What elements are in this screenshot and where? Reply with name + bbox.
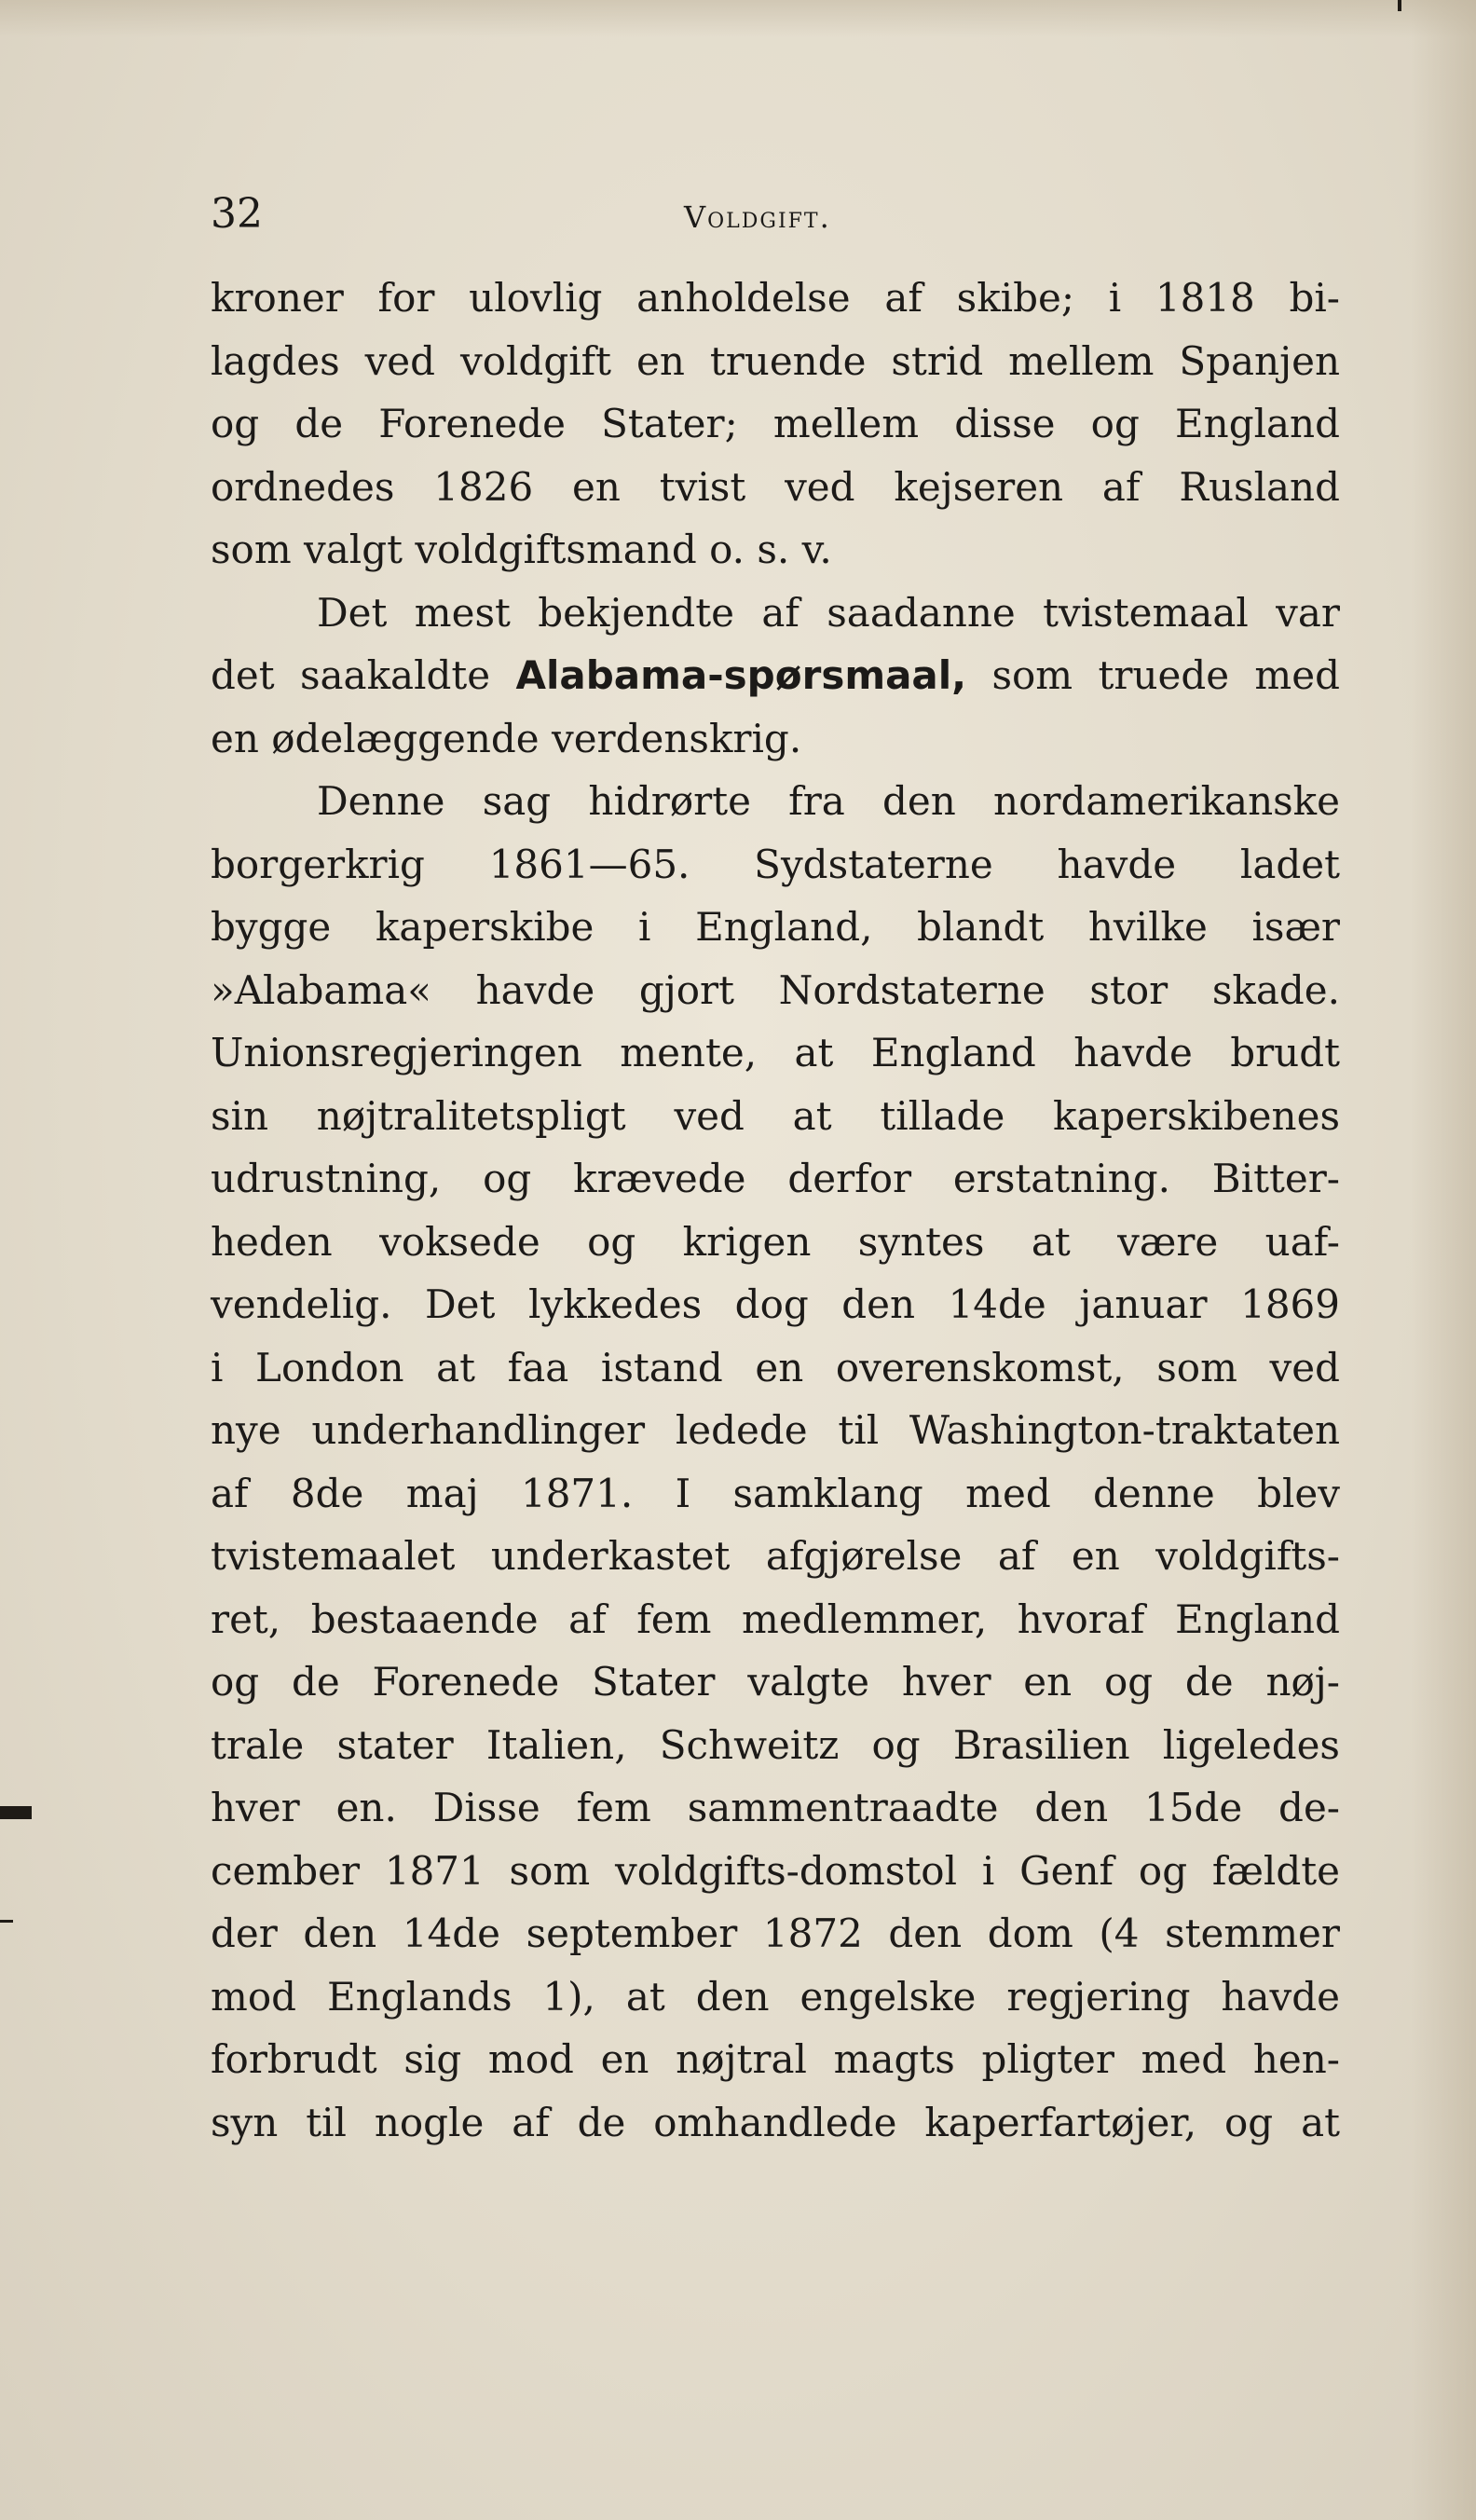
scan-mark (1398, 0, 1401, 11)
text-line: borgerkrig 1861—65. Sydstaterne havde ladet (211, 841, 1340, 887)
text-line (211, 644, 1340, 707)
page-number: 32 (211, 190, 263, 238)
text-line: »Alabama« havde gjort Nordstaterne stor skade. (211, 966, 1340, 1013)
text-line: der den 14de september 1872 den dom (4 stemmer (211, 1911, 1340, 1956)
text-line: heden voksede og krigen syntes at være uaf- (211, 1218, 1340, 1265)
body-text (211, 267, 1340, 2154)
text-line: en ødelæggende verdenskrig. (211, 715, 802, 761)
page-header (211, 186, 1340, 242)
page-right-shadow (1411, 0, 1476, 2520)
text-line: Unionsregjeringen mente, at England havde brudt (211, 1030, 1340, 1075)
text-line: lagdes ved voldgift en truende strid mellem Spanjen (211, 337, 1340, 384)
text-line: syn til nogle af de omhandlede kaperfartøjer, og at (211, 2099, 1340, 2145)
text-line: forbrudt sig mod en nøjtral magts pligter med hen- (211, 2036, 1340, 2082)
text-line: Denne sag hidrørte fra den nordamerikanske (317, 778, 1340, 824)
text-line: hver en. Disse fem sammentraadte den 15de de- (211, 1785, 1340, 1830)
text-segment: som truede med (966, 652, 1341, 698)
text-line: ordnedes 1826 en tvist ved kejseren af Rusland (211, 463, 1340, 510)
text-line: sin nøjtralitetspligt ved at tillade kaperskibenes (211, 1092, 1340, 1139)
text-line: mod Englands 1), at den engelske regjering havde (211, 1973, 1340, 2020)
text-line: cember 1871 som voldgifts-domstol i Genf og fældte (211, 1847, 1340, 1894)
text-line: tvistemaalet underkastet afgjørelse af en voldgifts- (211, 1533, 1340, 1579)
text-line: som valgt voldgiftsmand o. s. v. (211, 527, 832, 572)
text-line: ret, bestaaende af fem medlemmer, hvoraf England (211, 1596, 1340, 1642)
running-head: Voldgift. (684, 199, 831, 235)
text-line: og de Forenede Stater; mellem disse og England (211, 401, 1340, 446)
text-line: nye underhandlinger ledede til Washington-traktaten (211, 1407, 1340, 1453)
text-line: kroner for ulovlig anholdelse af skibe; i 1818 bi- (211, 275, 1340, 321)
text-line: vendelig. Det lykkedes dog den 14de januar 1869 (211, 1281, 1340, 1327)
text-line: trale stater Italien, Schweitz og Brasilien ligeledes (211, 1721, 1340, 1768)
text-line: udrustning, og krævede derfor erstatning. Bitter- (211, 1156, 1340, 1201)
scan-mark (0, 1806, 32, 1819)
text-line: i London at faa istand en overenskomst, som ved (211, 1344, 1340, 1390)
text-line: Det mest bekjendte af saadanne tvistemaal var (317, 589, 1340, 636)
text-line: og de Forenede Stater valgte hver en og de nøj- (211, 1659, 1340, 1705)
text-segment: det saakaldte (211, 652, 516, 698)
page-top-shadow (0, 0, 1476, 37)
text-line: af 8de maj 1871. I samklang med denne blev (211, 1470, 1340, 1516)
bold-term: Alabama-spørsmaal, (515, 652, 967, 698)
scan-mark (0, 1920, 13, 1923)
text-line: bygge kaperskibe i England, blandt hvilke især (211, 904, 1340, 950)
